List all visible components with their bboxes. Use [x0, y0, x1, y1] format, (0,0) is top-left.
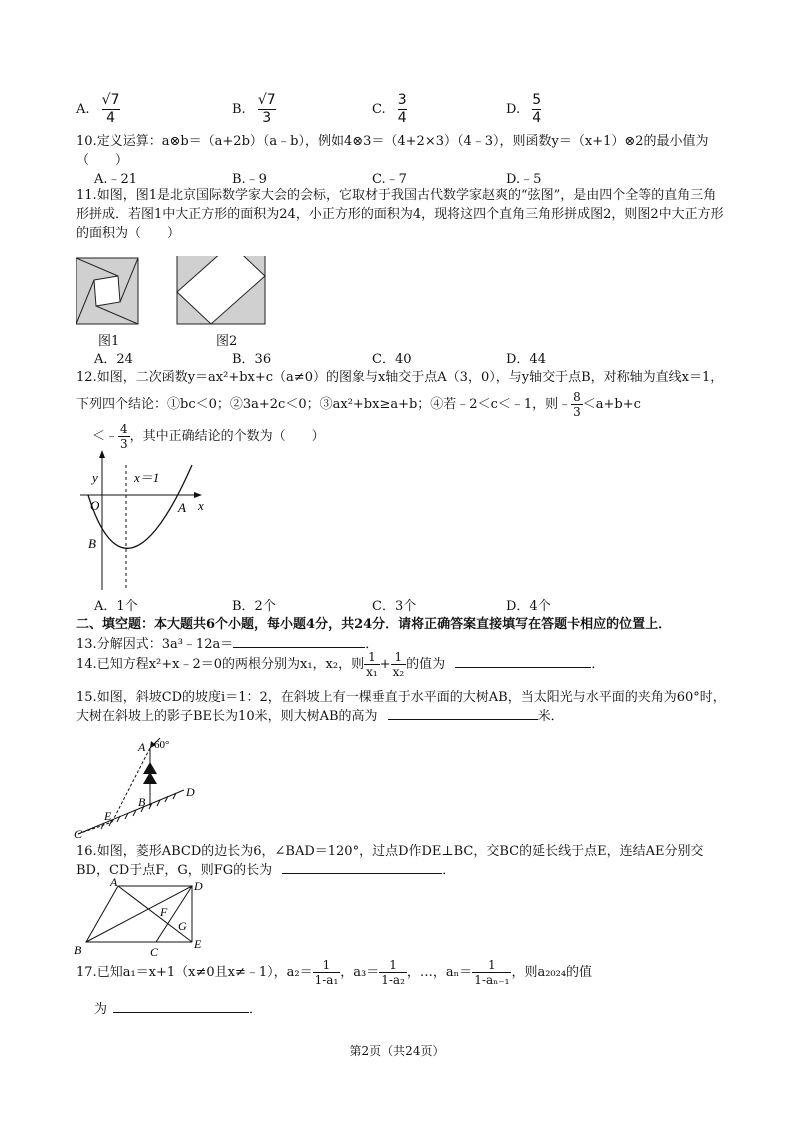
x-axis-label: x — [198, 498, 204, 513]
q10-option-a: A.﹣21 — [94, 172, 138, 187]
svg-text:B: B — [138, 795, 146, 809]
q9-option-c: C. $\frac{3}{4}$ — [372, 92, 407, 126]
svg-text:D: D — [186, 785, 195, 799]
q12-option-c: C．3个 — [372, 599, 417, 614]
q16-stem: 16.如图，菱形ABCD的边长为6，∠BAD＝120°，过点D作DE⊥BC，交BC的延长线于点E，连结AE分别交BD，CD于点F，G，则FG的长为 ． — [76, 844, 704, 878]
svg-text:A: A — [110, 876, 118, 889]
page-footer: 第2页（共24页） — [349, 1044, 445, 1058]
svg-text:60°: 60° — [154, 739, 170, 751]
svg-text:G: G — [178, 919, 187, 933]
q17-answer-blank — [113, 1000, 249, 1013]
q11-option-b: B．36 — [232, 352, 272, 367]
y-axis-label: y — [92, 470, 98, 485]
q11-option-d: D．44 — [506, 352, 546, 367]
q16-rhombus-figure — [74, 876, 214, 958]
point-b-label: B — [88, 536, 96, 551]
svg-text:C: C — [74, 827, 83, 838]
svg-text:C: C — [150, 945, 159, 958]
svg-text:A: A — [138, 740, 146, 754]
fig1-label: 图1 — [98, 334, 120, 349]
q10-stem: 10.定义运算：a⊗b＝（a+2b）（a﹣b），例如4⊗3＝（4+2×3）（4﹣3），则函数y＝（x+1）⊗2的最小值为（ ） — [76, 134, 709, 168]
q15-slope-figure — [74, 734, 204, 838]
q15-answer-blank — [388, 707, 538, 720]
svg-text:E: E — [104, 809, 112, 823]
svg-text:B: B — [74, 943, 82, 957]
q12-option-b: B．2个 — [232, 599, 276, 614]
q9-option-d: D. $\frac{5}{4}$ — [506, 92, 542, 126]
svg-text:E: E — [194, 937, 202, 951]
q13: 13.分解因式：3a³﹣12a＝ ． — [76, 637, 379, 652]
q11-option-c: C．40 — [372, 352, 412, 367]
q16-answer-blank — [282, 861, 442, 874]
figure-1-zhao-shuang-square — [76, 258, 138, 324]
point-a-label: A — [178, 500, 186, 515]
origin-label: O — [90, 498, 100, 513]
q12-stem-cont: ＜﹣ $\frac{4}{3}$ ，其中正确结论的个数为（ ） — [92, 422, 325, 451]
svg-text:D: D — [194, 879, 203, 893]
q13-answer-blank — [233, 635, 365, 648]
q17-cont: 为 ． — [94, 1002, 263, 1017]
fig2-label: 图2 — [216, 334, 238, 349]
q11-stem: 11.如图，图1是北京国际数学家大会的会标，它取材于我国古代数学家赵爽的“弦图”，是由四个全等的直角三角形拼成．若图1中大正方形的面积为24，小正方形的面积为4，现将这四个直角三角形拼成图2，则图2中大正方形的面积为（ ） — [76, 188, 724, 241]
q10-option-c: C.﹣7 — [372, 172, 407, 187]
q9-option-a: A. $\frac{√7}{4}$ — [76, 92, 120, 126]
q10-option-d: D.﹣5 — [506, 172, 542, 187]
q14-answer-blank — [455, 655, 591, 668]
q17: 17.已知a₁＝x+1（x≠0且x≠﹣1），a₂＝ $\frac{1}{\text{1-a₁}}$ ，a₃＝ $\frac{1}{\text{1-a₂}}$ ，…，aₙ＝ $\frac{1}{\text{1-aₙ₋₁}}$ ，则a₂₀₂₄的值 — [76, 958, 593, 987]
q10-option-b: B.﹣9 — [232, 172, 267, 187]
symmetry-label: x＝1 — [134, 470, 160, 485]
figure-2-tilted-square — [177, 256, 265, 324]
q11-option-a: A．24 — [94, 352, 133, 367]
q12-parabola-graph — [80, 450, 210, 595]
svg-text:F: F — [160, 905, 168, 919]
q14: 14.已知方程x²+x﹣2＝0的两根分别为x₁，x₂，则 $\frac{1}{\text{x₁}}$ + $\frac{1}{\text{x₂}}$ 的值为 ． — [76, 650, 605, 679]
q15-stem: 15.如图，斜坡CD的坡度i＝1：2，在斜坡上有一棵垂直于水平面的大树AB，当太阳光与水平面的夹角为60°时，大树在斜坡上的影子BE长为10米，则大树AB的高为 米． — [76, 690, 726, 724]
q12-option-d: D．4个 — [506, 599, 551, 614]
q12-option-a: A．1个 — [94, 599, 138, 614]
section-heading: 二、填空题：本大题共6个小题，每小题4分，共24分．请将正确答案直接填写在答题卡相应的位置上． — [76, 617, 672, 632]
q9-option-b: B. $\frac{√7}{3}$ — [232, 92, 276, 126]
q12-stem: 12.如图，二次函数y＝ax²+bx+c（a≠0）的图象与x轴交于点A（3，0），与y轴交于点B，对称轴为直线x＝1，下列四个结论：①bc＜0；②3a+2c＜0；③ax²+bx≥a+b；④若﹣2＜c＜﹣1，则﹣ $\frac{8}{3}$ ＜a+b+c — [76, 370, 724, 419]
